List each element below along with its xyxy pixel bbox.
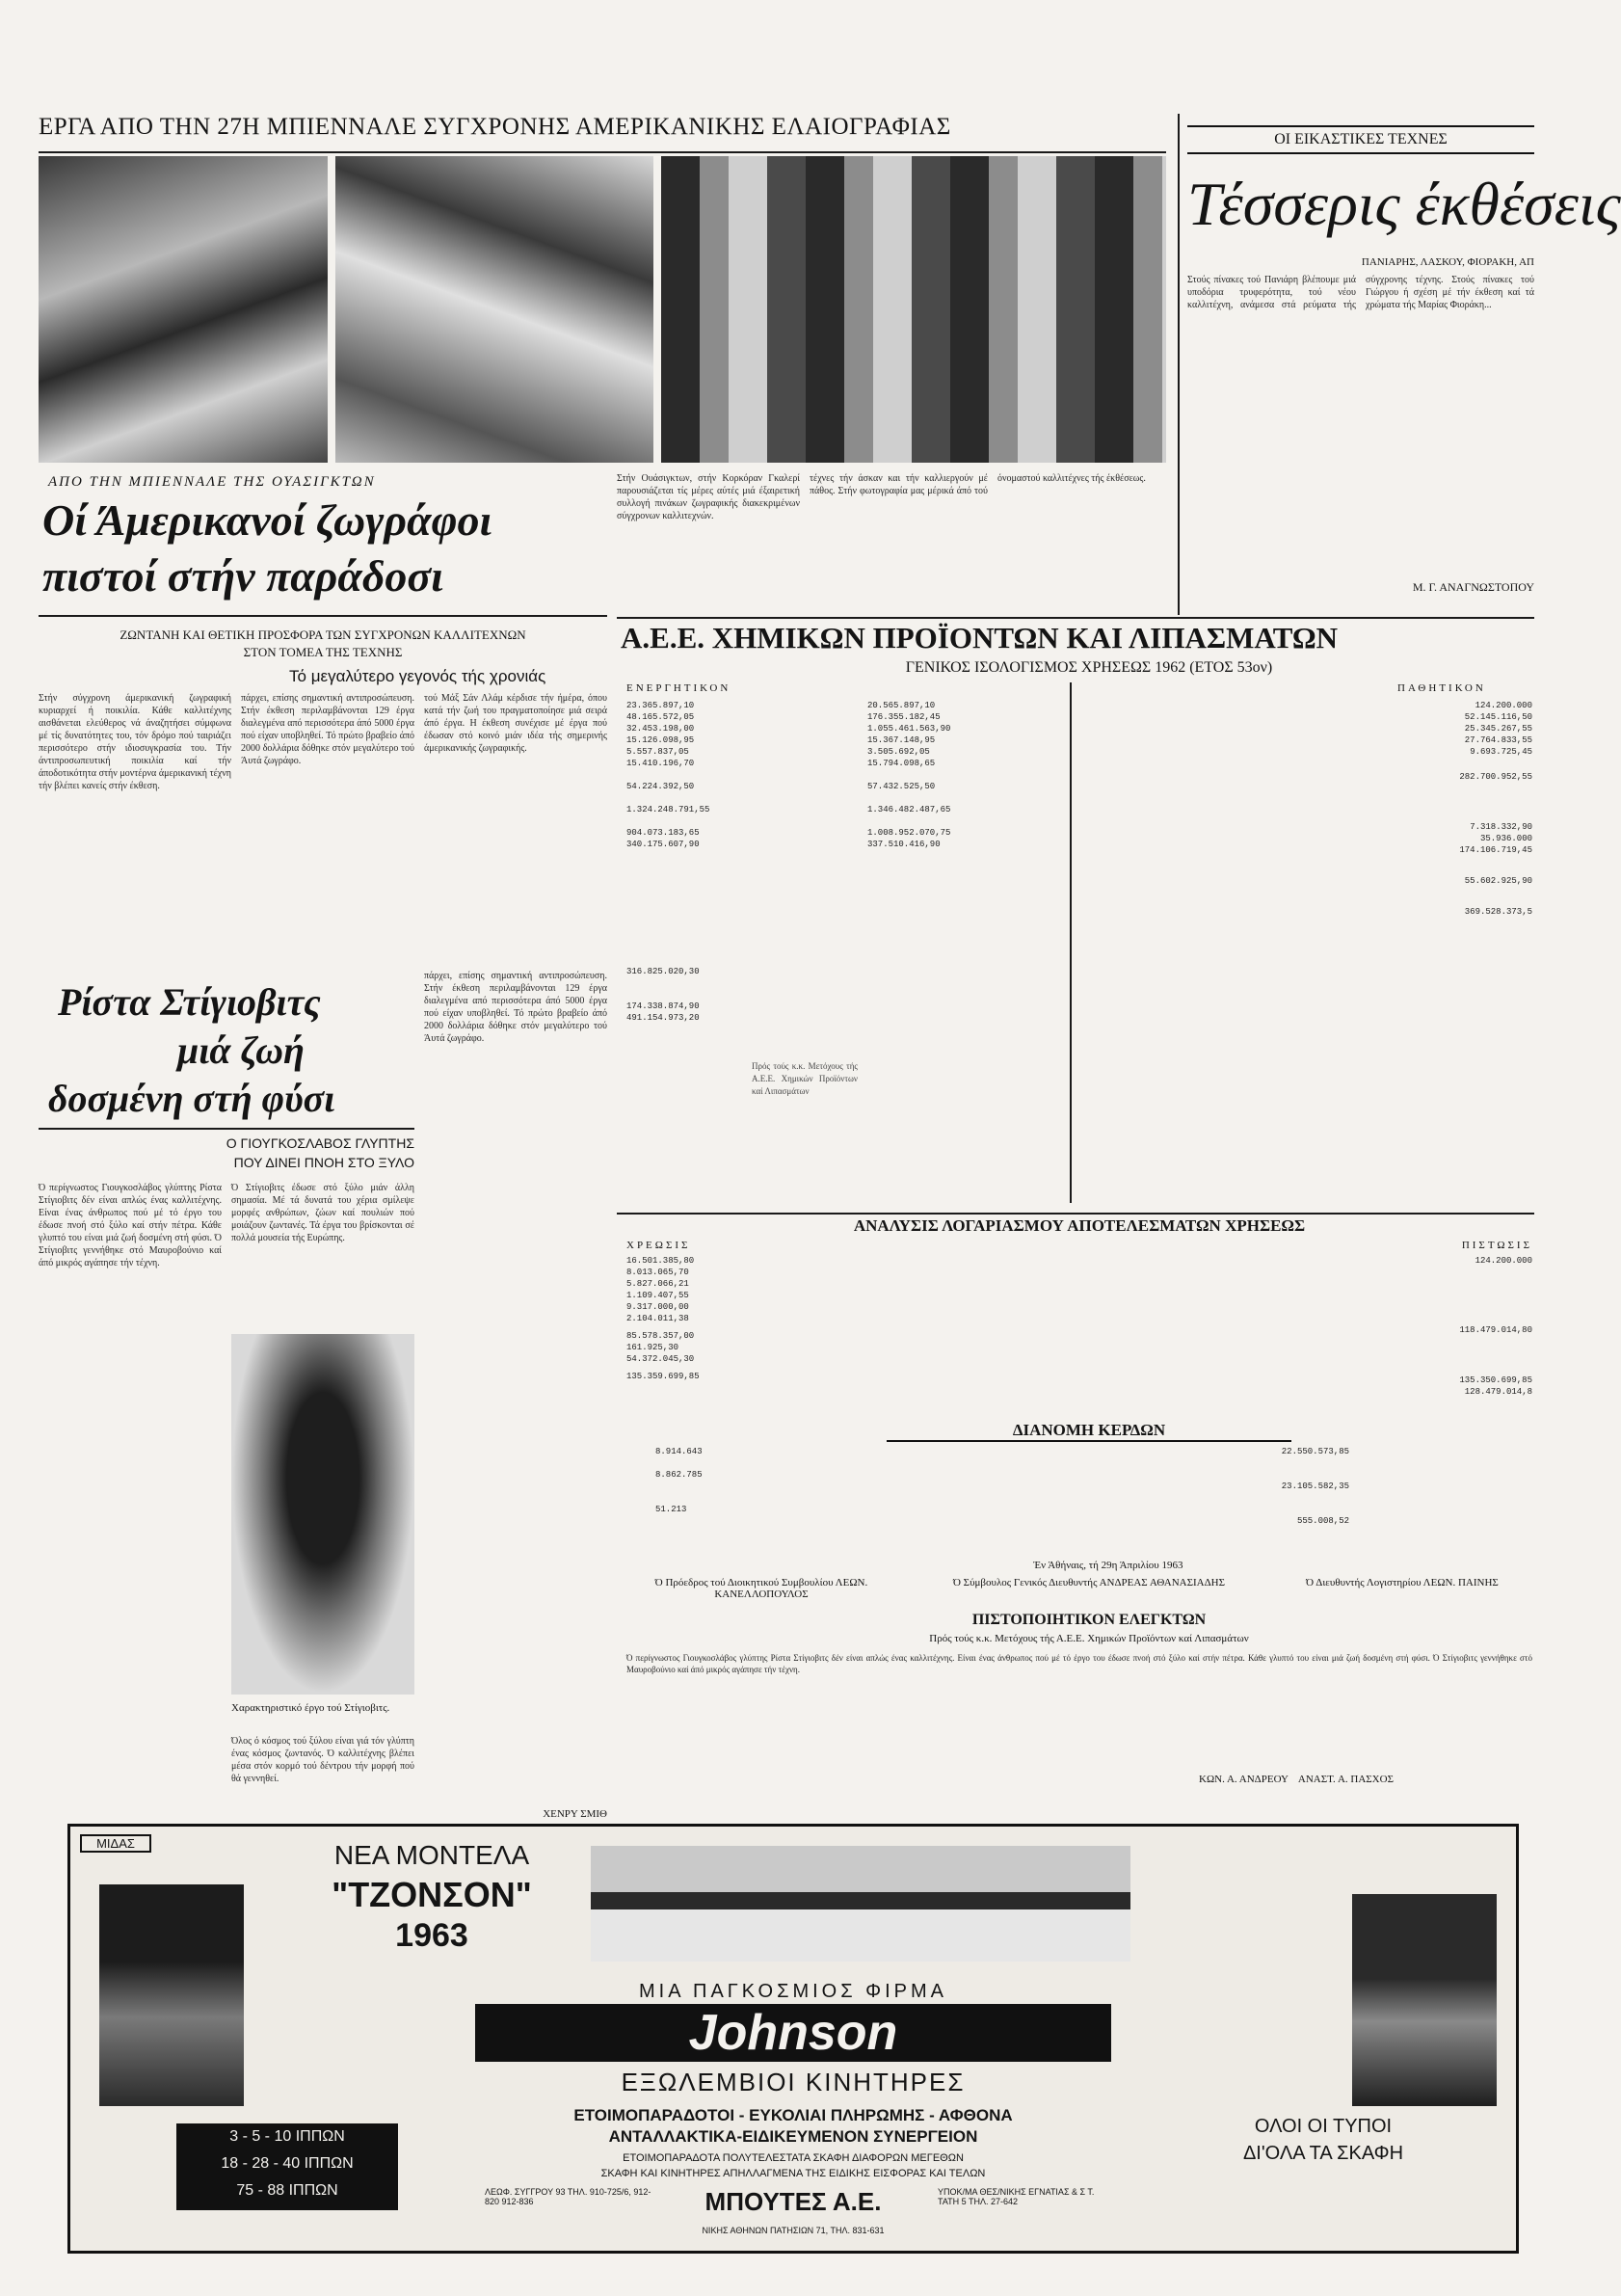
assets-mid-column xyxy=(867,700,983,1085)
biennale-subtitle: ΖΩΝΤΑΝΗ ΚΑΙ ΘΕΤΙΚΗ ΠΡΟΣΦΟΡΑ ΤΩΝ ΣΥΓΧΡΟΝΩΝ ΚΑΛΛΙΤΕΧΝΩΝ ΣΤΟΝ ΤΟΜΕΑ ΤΗΣ ΤΕΧΝΗΣ xyxy=(120,627,526,659)
banner-rule xyxy=(39,151,1166,153)
result-value: 135.350.699,85 xyxy=(1459,1375,1532,1385)
advert-line-3: ΕΤΟΙΜΟΠΑΡΑΔΟΤΑ ΠΟΛΥΤΕΛΕΣΤΑΤΑ ΣΚΑΦΗ ΔΙΑΦΟΡΩΝ ΜΕΓΕΘΩΝ xyxy=(623,2152,964,2164)
sculptor-body-a: Ό περίγνωστος Γιουγκοσλάβος γλύπτης Ρίστα Στίγιοβιτς δέν είναι απλώς ένας καλλιτέχνης. Είναι ένας άνθρωπος πού μέ τό έργο του έδωσε πνοή στό ξύλο καί στήν πέτρα. Κάθε γλυπτό του είναι μιά ζωή δοσμένη στή φύσι. Ό Στίγιοβιτς γεννήθηκε στό Μαυροβούνιο καί άπό μικρός αγάπησε τήν τέχνη. xyxy=(39,1183,222,1268)
art-column-rule xyxy=(1178,114,1180,615)
asset-value: 20.565.897,10 xyxy=(867,701,936,710)
art-body: Στούς πίνακες τού Πανιάρη βλέπουμε μιά υποδόρια τρυφερότητα, τού νέου καλλιτέχνη, ανάμεσα στά ρεύματα τής σύγχρονης τέχνης. Στούς πίνακες τού Γιώργου ή σχέση μέ τήν έκθεση καί τά χρώματα τής Μαρίας Φιοράκη... xyxy=(1187,275,1534,310)
advert-address-left: ΛΕΩΦ. ΣΥΓΓΡΟΥ 93 ΤΗΛ. 910-725/6, 912-820 912-836 xyxy=(485,2187,651,2206)
result-value: 118.479.014,80 xyxy=(1459,1325,1532,1335)
biennale-kicker: ΑΠΟ ΤΗΝ ΜΠΙΕΝΝΑΛΕ ΤΗΣ ΟΥΑΣΙΓΚΤΩΝ xyxy=(48,474,376,490)
asset-value: 337.510.416,90 xyxy=(867,840,941,849)
liability-value: 369.528.373,5 xyxy=(1464,907,1532,917)
auditors-signature: ΚΩΝ. Α. ΑΝΔΡΕΟΥ ΑΝΑΣΤ. Α. ΠΑΣΧΟΣ xyxy=(1199,1774,1394,1785)
biennale-body-f: πάρχει, επίσης σημαντική αντιπροσώπευση. Στήν έκθεση περιλαμβάνονται 129 έργα διαλεγμένα από περισσότερα άπό 5000 έργα πού είχαν υποβληθεί. Τό πρώτο βραβείο άπό 2000 δολλάρια δόθηκε στόν μεγαλύτερο τού Άυτά ζωγράφο. xyxy=(424,971,607,1044)
sculptor-body-c: Όλος ό κόσμος τού ξύλου είναι γιά τόν γλύπτη ένας κόσμος ζωντανός. Ό καλλιτέχνης βλέπει μέσα στόν κορμό τού δέντρου τήν μορφή πού θά γεννηθεί. xyxy=(231,1736,414,1784)
sculptor-subtitle-1: Ο ΓΙΟΥΓΚΟΣΛΑΒΟΣ ΓΛΥΠΤΗΣ xyxy=(226,1135,414,1151)
profit-value: 51.213 xyxy=(655,1505,687,1514)
profit-value: 555.008,52 xyxy=(1296,1516,1349,1526)
profit-value: 8.862.785 xyxy=(655,1470,703,1480)
asset-value: 316.825.020,30 xyxy=(626,967,700,976)
liability-value: 7.318.332,90 xyxy=(1470,822,1532,832)
asset-value: 1.055.461.563,90 xyxy=(867,724,951,734)
profit-value: 8.914.643 xyxy=(655,1447,703,1456)
art-signature: Μ. Γ. ΑΝΑΓΝΩΣΤΟΠΟΥ xyxy=(1412,580,1534,594)
asset-value: 23.365.897,10 xyxy=(626,701,695,710)
assets-left-column xyxy=(626,700,742,1182)
financial-balance-title: ΓΕΝΙΚΟΣ ΙΣΟΛΟΓΙΣΜΟΣ ΧΡΗΣΕΩΣ 1962 (ΕΤΟΣ 53ον) xyxy=(905,659,1273,676)
advert-address-right: ΥΠΟΚ/ΜΑ ΘΕΣ/ΝΙΚΗΣ ΕΓΝΑΤΙΑΣ & Σ Τ. ΤΑΤΗ 5 ΤΗΛ. 27-642 xyxy=(938,2187,1095,2206)
asset-value: 3.505.692,05 xyxy=(867,747,930,757)
sculpture-caption: Χαρακτηριστικό έργο τού Στίγιοβιτς. xyxy=(231,1702,390,1714)
vice-signature: Ό Σύμβουλος Γενικός Διευθυντής ΑΝΔΡΕΑΣ ΑΘΑΝΑΣΙΑΔΗΣ xyxy=(952,1577,1226,1589)
asset-value: 32.453.198,00 xyxy=(626,724,695,734)
exhibition-title: ΕΡΓΑ ΑΠΟ ΤΗΝ 27Η ΜΠΙΕΝΝΑΛΕ ΣΥΓΧΡΟΝΗΣ ΑΜΕΡΙΚΑΝΙΚΗΣ ΕΛΑΙΟΓΡΑΦΙΑΣ xyxy=(39,114,951,140)
sculptor-subtitle-2: ΠΟΥ ΔΙΝΕΙ ΠΝΟΗ ΣΤΟ ΞΥΛΟ xyxy=(233,1155,414,1170)
asset-value: 57.432.525,50 xyxy=(867,782,936,791)
result-value: 5.827.066,21 xyxy=(626,1279,689,1289)
advert-intro: ΜΙΑ ΠΑΓΚΟΣΜΙΟΣ ΦΙΡΜΑ xyxy=(639,1981,947,2002)
outboard-motor-right xyxy=(1352,1894,1497,2106)
balance-mid-rule xyxy=(1070,682,1072,1203)
president-signature: Ό Πρόεδρος τού Διοικητικού Συμβουλίου ΛΕΩΝ. ΚΑΝΕΛΛΟΠΟΥΛΟΣ xyxy=(654,1577,868,1600)
art-subhead-text: ΠΑΝΙΑΡΗΣ, ΛΑΣΚΟΥ, ΦΙΟΡΑΚΗ, ΑΠ xyxy=(1361,256,1534,268)
advert-dealer: ΜΠΟΥΤΕΣ Α.Ε. xyxy=(704,2187,882,2216)
results-rule xyxy=(617,1213,1534,1215)
advert-hp-box xyxy=(176,2123,398,2210)
asset-value: 1.324.248.791,55 xyxy=(626,805,710,814)
certificate-sub: Πρός τούς κ.κ. Μετόχους τής Α.Ε.Ε. Χημικών Προϊόντων καί Λιπασμάτων xyxy=(929,1633,1249,1644)
asset-value: 491.154.973,20 xyxy=(626,1013,700,1023)
result-value: 124.200.000 xyxy=(1475,1256,1532,1266)
liability-value: 55.602.925,90 xyxy=(1464,876,1532,886)
biennale-byline: ΧΕΝΡΥ ΣΜΙΘ xyxy=(543,1808,607,1820)
exhibition-banner xyxy=(39,114,1195,148)
asset-value: 15.794.098,65 xyxy=(867,759,936,768)
advert-line-1: ΕΤΟΙΜΟΠΑΡΑΔΟΤΟΙ - ΕΥΚΟΛΙΑΙ ΠΛΗΡΩΜΗΣ - ΑΦΘΟΝΑ xyxy=(573,2106,1013,2124)
liability-value: 52.145.116,50 xyxy=(1464,712,1532,722)
sculptor-rule xyxy=(39,1128,414,1130)
biennale-body-e: τέχνες τήν άσκαν και τήν καλλιεργούν μέ πάθος. Στήν φωτογραφία μας μέρικά άπό τού όνομαστού καλλιτέχνες τής έκθέσεως. xyxy=(810,473,1146,496)
financial-top-rule xyxy=(617,617,1534,619)
asset-value: 5.557.837,05 xyxy=(626,747,689,757)
advert-model-line-1: ΝΕΑ ΜΟΝΤΕΛΑ xyxy=(333,1840,530,1870)
asset-value: 15.126.098,95 xyxy=(626,735,695,745)
asset-value: 48.165.572,05 xyxy=(626,712,695,722)
result-value: 16.501.385,80 xyxy=(626,1256,695,1266)
result-value: 128.479.014,8 xyxy=(1464,1387,1532,1397)
result-value: 135.359.699,85 xyxy=(626,1372,700,1381)
art-subhead xyxy=(1187,256,1534,268)
biennale-rule xyxy=(39,615,607,617)
johnson-advert xyxy=(67,1824,1519,2254)
sculptor-headline-2: μιά ζωή xyxy=(176,1028,305,1072)
biennale-body-b: πάρχει, επίσης σημαντική αντιπροσώπευση. Στήν έκθεση περιλαμβάνονται 129 έργα διαλεγμένα από περισσότερα άπό 5000 έργα πού είχαν υποβληθεί. Τό πρώτο βραβείο άπό 2000 δολλάρια δόθηκε στόν μεγαλύτερο τού Άυτά ζωγράφο. xyxy=(241,693,414,766)
result-value: 54.372.045,30 xyxy=(626,1354,695,1364)
financial-assets-label: ΕΝΕΡΓΗΤΙΚΟΝ xyxy=(626,682,731,694)
profit-right-column xyxy=(1234,1446,1349,1552)
art-headline-text: Τέσσερις έκθέσεις xyxy=(1187,170,1621,238)
asset-value: 904.073.183,65 xyxy=(626,828,700,838)
results-right-column xyxy=(1407,1255,1532,1419)
advert-brand: Johnson xyxy=(475,2004,1111,2062)
certificate-title: ΠΙΣΤΟΠΟΙΗΤΙΚΟΝ ΕΛΕΓΚΤΩΝ xyxy=(971,1612,1207,1628)
biennale-headline-2: πιστοί στήν παράδοσι xyxy=(42,551,443,601)
advert-address-mid: ΝΙΚΗΣ ΑΘΗΝΩΝ ΠΑΤΗΣΙΩΝ 71, ΤΗΛ. 831-631 xyxy=(702,2226,885,2235)
asset-value: 54.224.392,50 xyxy=(626,782,695,791)
biennale-deck: Τό μεγαλύτερο γεγονός τής χρονιάς xyxy=(289,667,546,685)
assets-descriptions: Πρός τούς κ.κ. Μετόχους τής Α.Ε.Ε. Χημικών Προϊόντων καί Λιπασμάτων xyxy=(752,1061,858,1096)
result-value: 161.925,30 xyxy=(626,1343,679,1352)
advert-brand-tag: ΜΙΔΑΣ xyxy=(80,1834,151,1853)
asset-value: 1.346.482.487,65 xyxy=(867,805,951,814)
result-value: 2.104.011,38 xyxy=(626,1314,689,1323)
result-value: 9.317.000,00 xyxy=(626,1302,689,1312)
distribution-title: ΔΙΑΝΟΜΗ ΚΕΡΔΩΝ xyxy=(887,1421,1291,1442)
sculpture-photo xyxy=(231,1334,414,1695)
asset-value: 15.410.196,70 xyxy=(626,759,695,768)
liabilities-column xyxy=(1407,700,1532,1201)
painting-photo-mid xyxy=(335,156,653,463)
director-signature: Ό Διευθυντής Λογιστηρίου ΛΕΩΝ. ΠΑΙΝΗΣ xyxy=(1306,1577,1499,1589)
sculptor-headline-1: Ρίστα Στίγιοβιτς xyxy=(58,980,321,1024)
liability-value: 9.693.725,45 xyxy=(1470,747,1532,757)
advert-hp-3: 75 - 88 ΙΠΠΩΝ xyxy=(236,2182,338,2199)
financial-liabilities-label: ΠΑΘΗΤΙΚΟΝ xyxy=(1397,682,1486,694)
biennale-body-a: Στήν σύγχρονη άμερικανική ζωγραφική κυριαρχεί ή ποικιλία. Κάθε καλλιτέχνης αισθάνεται ελεύθερος νά άναζητήσει σύμφωνα μέ τίς δυνατότητες του, τόν δρόμο πού ταιριάζει περισσότερο στήν ιδιοσυγκρασία του. Τήν άντιπροσωπευτική ποικιλία καί τήν άποδοτικότητα στήν μοντέρνα άμερικανική τέχνη τήν βλέπει κανείς στήν έκθεση. xyxy=(39,693,231,791)
results-debit-label: ΧΡΕΩΣΙΣ xyxy=(626,1240,691,1251)
results-credit-label: ΠΙΣΤΩΣΙΣ xyxy=(1461,1240,1532,1251)
results-title: ΑΝΑΛΥΣΙΣ ΛΟΓΑΡΙΑΣΜΟΥ ΑΠΟΤΕΛΕΣΜΑΤΩΝ ΧΡΗΣΕΩΣ xyxy=(853,1216,1306,1235)
liability-value: 27.764.833,55 xyxy=(1464,735,1532,745)
art-headline xyxy=(1187,164,1621,251)
advert-product: ΕΞΩΛΕΜΒΙΟΙ ΚΙΝΗΤΗΡΕΣ xyxy=(621,2068,966,2096)
asset-value: 15.367.148,95 xyxy=(867,735,936,745)
outboard-motor-left xyxy=(99,1884,244,2106)
advert-slogan-2: ΔΙ'ΟΛΑ ΤΑ ΣΚΑΦΗ xyxy=(1242,2143,1404,2164)
sculptor-body-b: Ό Στίγιοβιτς έδωσε στό ξύλο μιάν άλλη σημασία. Μέ τά δυνατά του χέρια σμίλεψε μορφές ανθρώπων, ζώων καί πουλιών πού μοιάζουν ζωντανές. Τά έργα του βρίσκονται σέ πολλά μουσεία τής Ευρώπης. xyxy=(231,1183,414,1243)
results-left-column xyxy=(626,1255,752,1419)
painting-photo-right xyxy=(661,156,1166,463)
liability-value: 174.106.719,45 xyxy=(1459,845,1532,855)
advert-slogan-1: ΟΛΟΙ ΟΙ ΤΥΠΟΙ xyxy=(1254,2116,1393,2137)
section-label xyxy=(1187,125,1534,154)
asset-value: 174.338.874,90 xyxy=(626,1001,700,1011)
section-label-text: ΟΙ ΕΙΚΑΣΤΙΚΕΣ ΤΕΧΝΕΣ xyxy=(1274,131,1448,147)
liability-value: 124.200.000 xyxy=(1475,701,1532,710)
liability-value: 282.700.952,55 xyxy=(1459,772,1532,782)
biennale-headline-1: Οί Άμερικανοί ζωγράφοι xyxy=(42,495,492,545)
result-value: 1.109.407,55 xyxy=(626,1291,689,1300)
asset-value: 176.355.182,45 xyxy=(867,712,941,722)
profit-value: 23.105.582,35 xyxy=(1281,1482,1349,1491)
advert-model-year: 1963 xyxy=(395,1917,468,1954)
sculptor-headline-3: δοσμένη στή φύσι xyxy=(48,1077,335,1120)
certificate-body: Ό περίγνωστος Γιουγκοσλάβος γλύπτης Ρίστα Στίγιοβιτς δέν είναι απλώς ένας καλλιτέχνης. Είναι ένας άνθρωπος πού μέ τό έργο του έδωσε πνοή στό ξύλο καί στήν πέτρα. Κάθε γλυπτό του είναι μιά ζωή δοσμένη στή φύσι. Ό Στίγιοβιτς γεννήθηκε στό Μαυροβούνιο καί άπό μικρός αγάπησε τήν τέχνη. xyxy=(626,1653,1532,1674)
result-value: 8.013.065,70 xyxy=(626,1268,689,1277)
advert-line-4: ΣΚΑΦΗ ΚΑΙ ΚΙΝΗΤΗΡΕΣ ΑΠΗΛΛΑΓΜΕΝΑ ΤΗΣ ΕΙΔΙΚΗΣ ΕΙΣΦΟΡΑΣ ΚΑΙ ΤΕΛΩΝ xyxy=(600,2168,986,2179)
result-value: 85.578.357,00 xyxy=(626,1331,695,1341)
asset-value: 340.175.607,90 xyxy=(626,840,700,849)
liability-value: 35.936.000 xyxy=(1479,834,1532,843)
boat-illustration xyxy=(591,1846,1130,1962)
painting-photo-left xyxy=(39,156,328,463)
advert-hp-1: 3 - 5 - 10 ΙΠΠΩΝ xyxy=(229,2128,345,2145)
advert-hp-2: 18 - 28 - 40 ΙΠΠΩΝ xyxy=(221,2155,354,2172)
liability-value: 25.345.267,55 xyxy=(1464,724,1532,734)
advert-line-2: ΑΝΤΑΛΛΑΚΤΙΚΑ-ΕΙΔΙΚΕΥΜΕΝΟΝ ΣΥΝΕΡΓΕΙΟΝ xyxy=(608,2127,978,2146)
asset-value: 1.008.952.070,75 xyxy=(867,828,951,838)
advert-model-line-2: "ΤΖΟΝΣΟΝ" xyxy=(332,1875,532,1914)
financial-company: Α.Ε.Ε. ΧΗΜΙΚΩΝ ΠΡΟΪΟΝΤΩΝ ΚΑΙ ΛΙΠΑΣΜΑΤΩΝ xyxy=(621,621,1339,654)
profit-column xyxy=(655,1446,771,1552)
biennale-body-c: Στήν Ουάσιγκτων, στήν Κορκόραν Γκαλερί παρουσιάζεται τίς μέρες αύτές μιά έξαιρετική συλλογή πινάκων ζωγραφικής διακεκριμένων σύγχρονων καλλιτεχνών. xyxy=(617,473,800,521)
date-line: Έν Άθήναις, τή 29η Άπριλίου 1963 xyxy=(1033,1560,1183,1571)
biennale-body-d: τού Μάξ Σάν Λλάμ κέρδισε τήν ήμέρα, όπου κατά τήν ζωή του πραγματοποίησε μιά σειρά άπό έργα. Η έκθεση συνέχισε μέ έργα πού έδωσαν στό κοινό μιάν ιδέα τής σημερινής άμερικανικής ζωγραφικής. xyxy=(424,693,607,754)
profit-value: 22.550.573,85 xyxy=(1281,1447,1349,1456)
